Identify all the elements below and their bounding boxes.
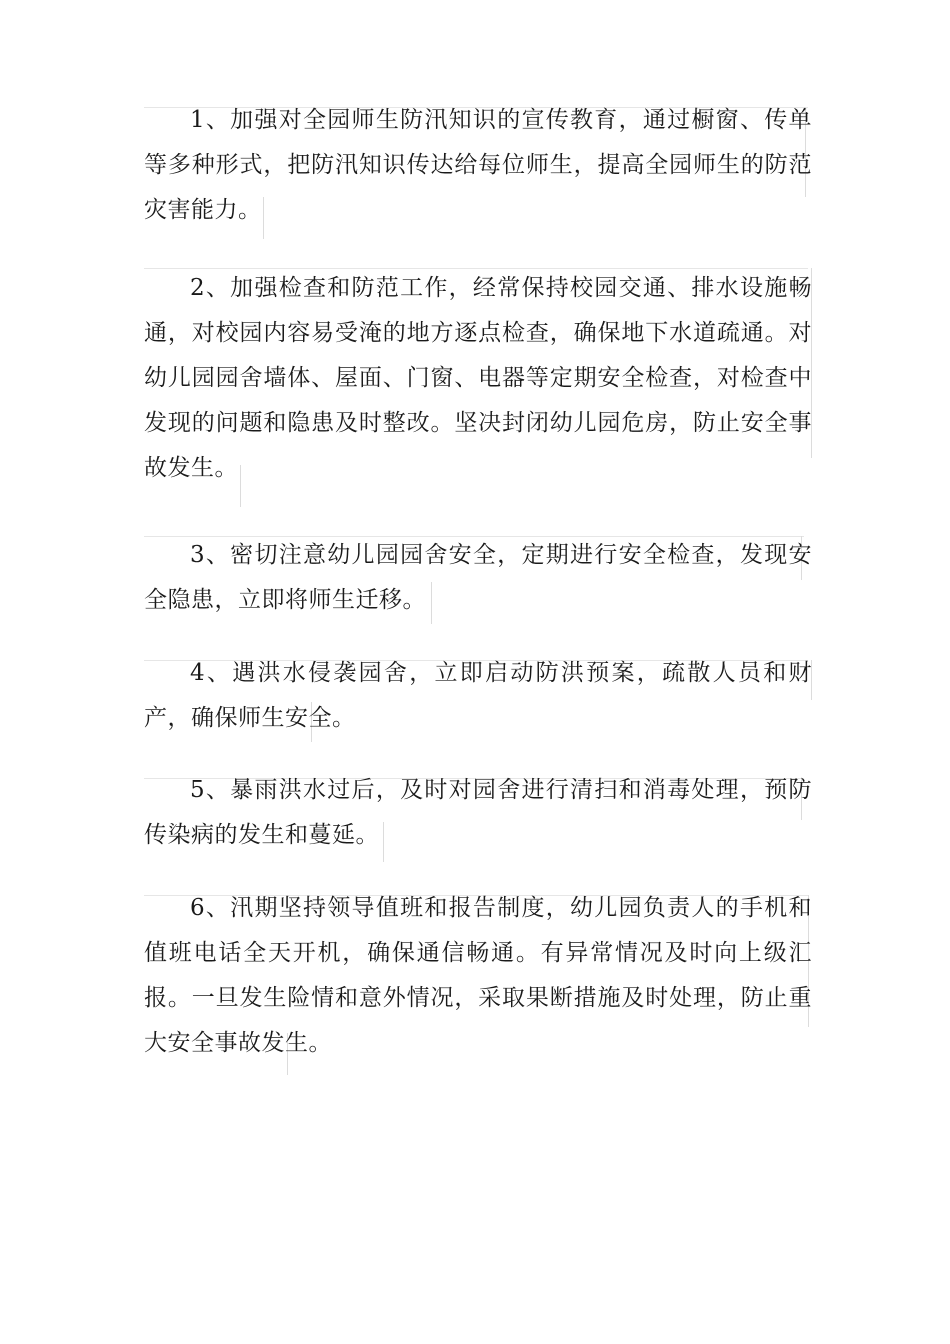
paragraph-2: 2、加强检查和防范工作，经常保持校园交通、排水设施畅通，对校园内容易受淹的地方逐点检查，确保地下水道疏通。对幼儿园园舍墙体、屋面、门窗、电器等定期安全检查，对检查中发现的问题和隐患及时整改。坚决封闭幼儿园危房，防止安全事故发生。 [144,275,812,481]
paragraph-3: 3、密切注意幼儿园园舍安全，定期进行安全检查，发现安全隐患，立即将师生迁移。 [144,542,812,613]
paragraph-4: 4、遇洪水侵袭园舍，立即启动防洪预案，疏散人员和财产，确保师生安全。 [144,660,812,731]
paragraph-6: 6、汛期坚持领导值班和报告制度，幼儿园负责人的手机和值班电话全天开机，确保通信畅通。有异常情况及时向上级汇报。一旦发生险情和意外情况，采取果断措施及时处理，防止重大安全事故发生。 [144,895,812,1056]
paragraph-1: 1、加强对全园师生防汛知识的宣传教育，通过橱窗、传单等多种形式，把防汛知识传达给每位师生，提高全园师生的防范灾害能力。 [144,107,812,223]
paragraph-5: 5、暴雨洪水过后，及时对园舍进行清扫和消毒处理，预防传染病的发生和蔓延。 [144,777,812,848]
